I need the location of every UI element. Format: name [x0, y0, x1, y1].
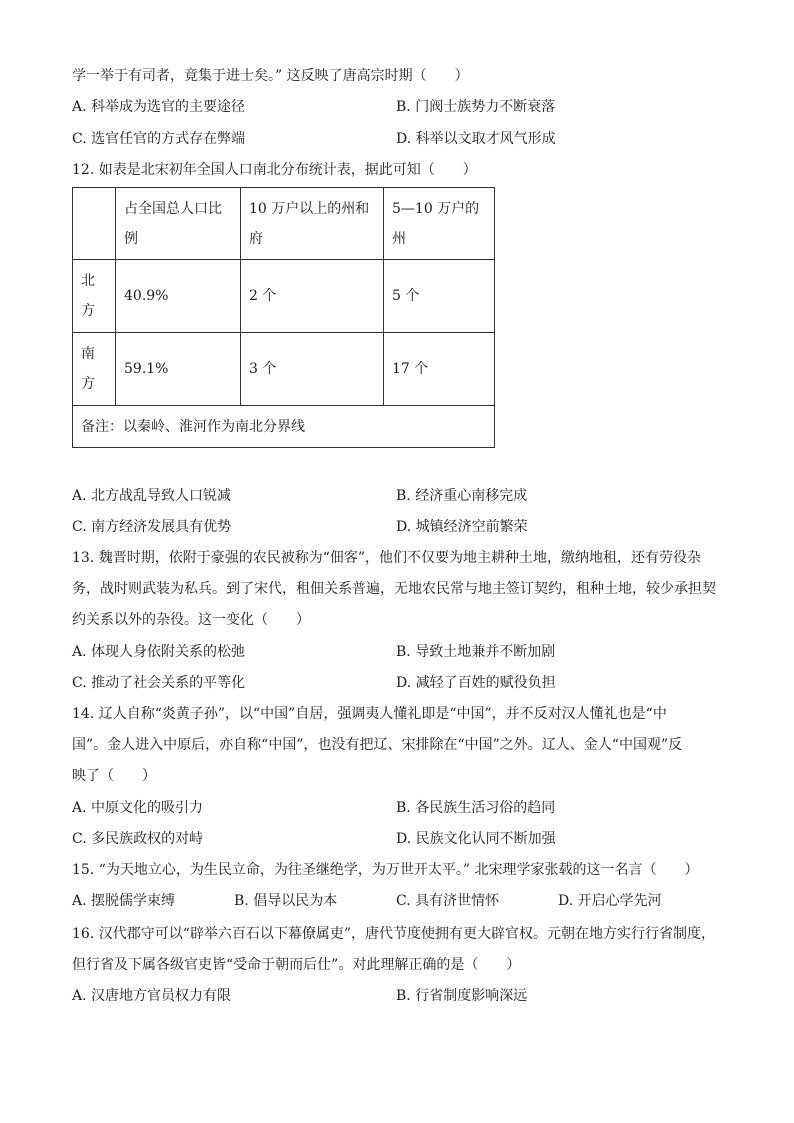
q16-stem-line: 但行省及下属各级官吏皆“受命于朝而后仕”。对此理解正确的是（ ）: [72, 957, 521, 973]
population-table: [72, 187, 495, 448]
header-line: 占全国总人口比: [124, 200, 222, 217]
table-header-cell: [116, 188, 241, 260]
header-line: 例: [124, 230, 138, 247]
table-header-row: [73, 188, 495, 260]
q11-option-d[interactable]: D. 科举以文取才风气形成: [396, 131, 556, 147]
table-cell: 59.1%: [116, 333, 241, 406]
q12-option-b[interactable]: B. 经济重心南移完成: [396, 488, 528, 504]
q13-stem-line: 务，战时则武装为私兵。到了宋代，租佃关系普遍，无地农民常与地主签订契约，租种土地，较少承担契: [72, 581, 716, 597]
table-header-cell: [241, 188, 384, 260]
region-char: 南: [81, 346, 95, 362]
table-cell: 40.9%: [116, 260, 241, 333]
region-cell: [73, 333, 116, 406]
header-line: 州: [392, 230, 406, 247]
q11-option-c[interactable]: C. 选官任官的方式存在弊端: [72, 131, 246, 147]
q13-option-b[interactable]: B. 导致土地兼并不断加剧: [396, 644, 556, 660]
region-char: 方: [81, 303, 95, 319]
q14-option-c[interactable]: C. 多民族政权的对峙: [72, 831, 204, 847]
q13-option-a[interactable]: A. 体现人身依附关系的松弛: [72, 644, 246, 660]
q16-option-a[interactable]: A. 汉唐地方官员权力有限: [72, 988, 232, 1004]
header-line: 5—10 万户的: [392, 200, 480, 217]
q13-stem-line: 约关系以外的杂役。这一变化（ ）: [72, 612, 310, 628]
q12-option-d[interactable]: D. 城镇经济空前繁荣: [396, 519, 528, 535]
region-cell: [73, 260, 116, 333]
region-char: 方: [81, 376, 95, 392]
table-row: [73, 333, 495, 406]
q14-stem-line: 国”。金人进入中原后，亦自称“中国”，也没有把辽、宋排除在“中国”之外。辽人、金人“中国观”反: [72, 737, 683, 753]
table-note: 备注：以秦岭、淮河作为南北分界线: [73, 406, 495, 448]
q12-option-c[interactable]: C. 南方经济发展具有优势: [72, 519, 232, 535]
q14-stem-line: 映了（ ）: [72, 768, 156, 784]
q15-option-b[interactable]: B. 倡导以民为本: [234, 893, 338, 909]
q16-option-b[interactable]: B. 行省制度影响深远: [396, 988, 528, 1004]
table-cell: 17 个: [384, 333, 495, 406]
q11-stem-tail: 学一举于有司者，竟集于进士矣。” 这反映了唐高宗时期（ ）: [72, 68, 469, 84]
header-line: 府: [249, 230, 263, 247]
q13-option-c[interactable]: C. 推动了社会关系的平等化: [72, 675, 246, 691]
q15-stem: 15. “为天地立心，为生民立命，为往圣继绝学，为万世开太平。” 北宋理学家张载的这一名言（ ）: [72, 862, 699, 878]
q14-option-d[interactable]: D. 民族文化认同不断加强: [396, 831, 556, 847]
table-header-empty: [73, 188, 116, 260]
q11-option-b[interactable]: B. 门阀士族势力不断衰落: [396, 99, 556, 115]
q11-option-a[interactable]: A. 科举成为选官的主要途径: [72, 99, 246, 115]
q13-option-d[interactable]: D. 减轻了百姓的赋役负担: [396, 675, 556, 691]
table-cell: 5 个: [384, 260, 495, 333]
q15-option-c[interactable]: C. 具有济世情怀: [396, 893, 500, 909]
header-line: 10 万户以上的州和: [249, 200, 370, 217]
q15-option-d[interactable]: D. 开启心学先河: [558, 893, 662, 909]
q14-stem-line: 14. 辽人自称“炎黄子孙”，以“中国”自居，强调夷人懂礼即是“中国”，并不反对汉人懂礼也是“中: [72, 706, 667, 722]
q15-option-a[interactable]: A. 摆脱儒学束缚: [72, 893, 176, 909]
q14-option-b[interactable]: B. 各民族生活习俗的趋同: [396, 800, 556, 816]
table-cell: 2 个: [241, 260, 384, 333]
table-note-row: [73, 406, 495, 448]
q12-option-a[interactable]: A. 北方战乱导致人口锐减: [72, 488, 232, 504]
q16-stem-line: 16. 汉代郡守可以“辟举六百石以下幕僚属吏”，唐代节度使拥有更大辟官权。元朝在地方实行行省制度，: [72, 926, 716, 942]
table-cell: 3 个: [241, 333, 384, 406]
q14-option-a[interactable]: A. 中原文化的吸引力: [72, 800, 204, 816]
region-char: 北: [81, 273, 95, 289]
table-row: [73, 260, 495, 333]
q12-stem: 12. 如表是北宋初年全国人口南北分布统计表，据此可知（ ）: [72, 162, 477, 178]
q13-stem-line: 13. 魏晋时期，依附于豪强的农民被称为“佃客”，他们不仅要为地主耕种土地，缴纳地租，还有劳役杂: [72, 550, 702, 566]
table-header-cell: [384, 188, 495, 260]
